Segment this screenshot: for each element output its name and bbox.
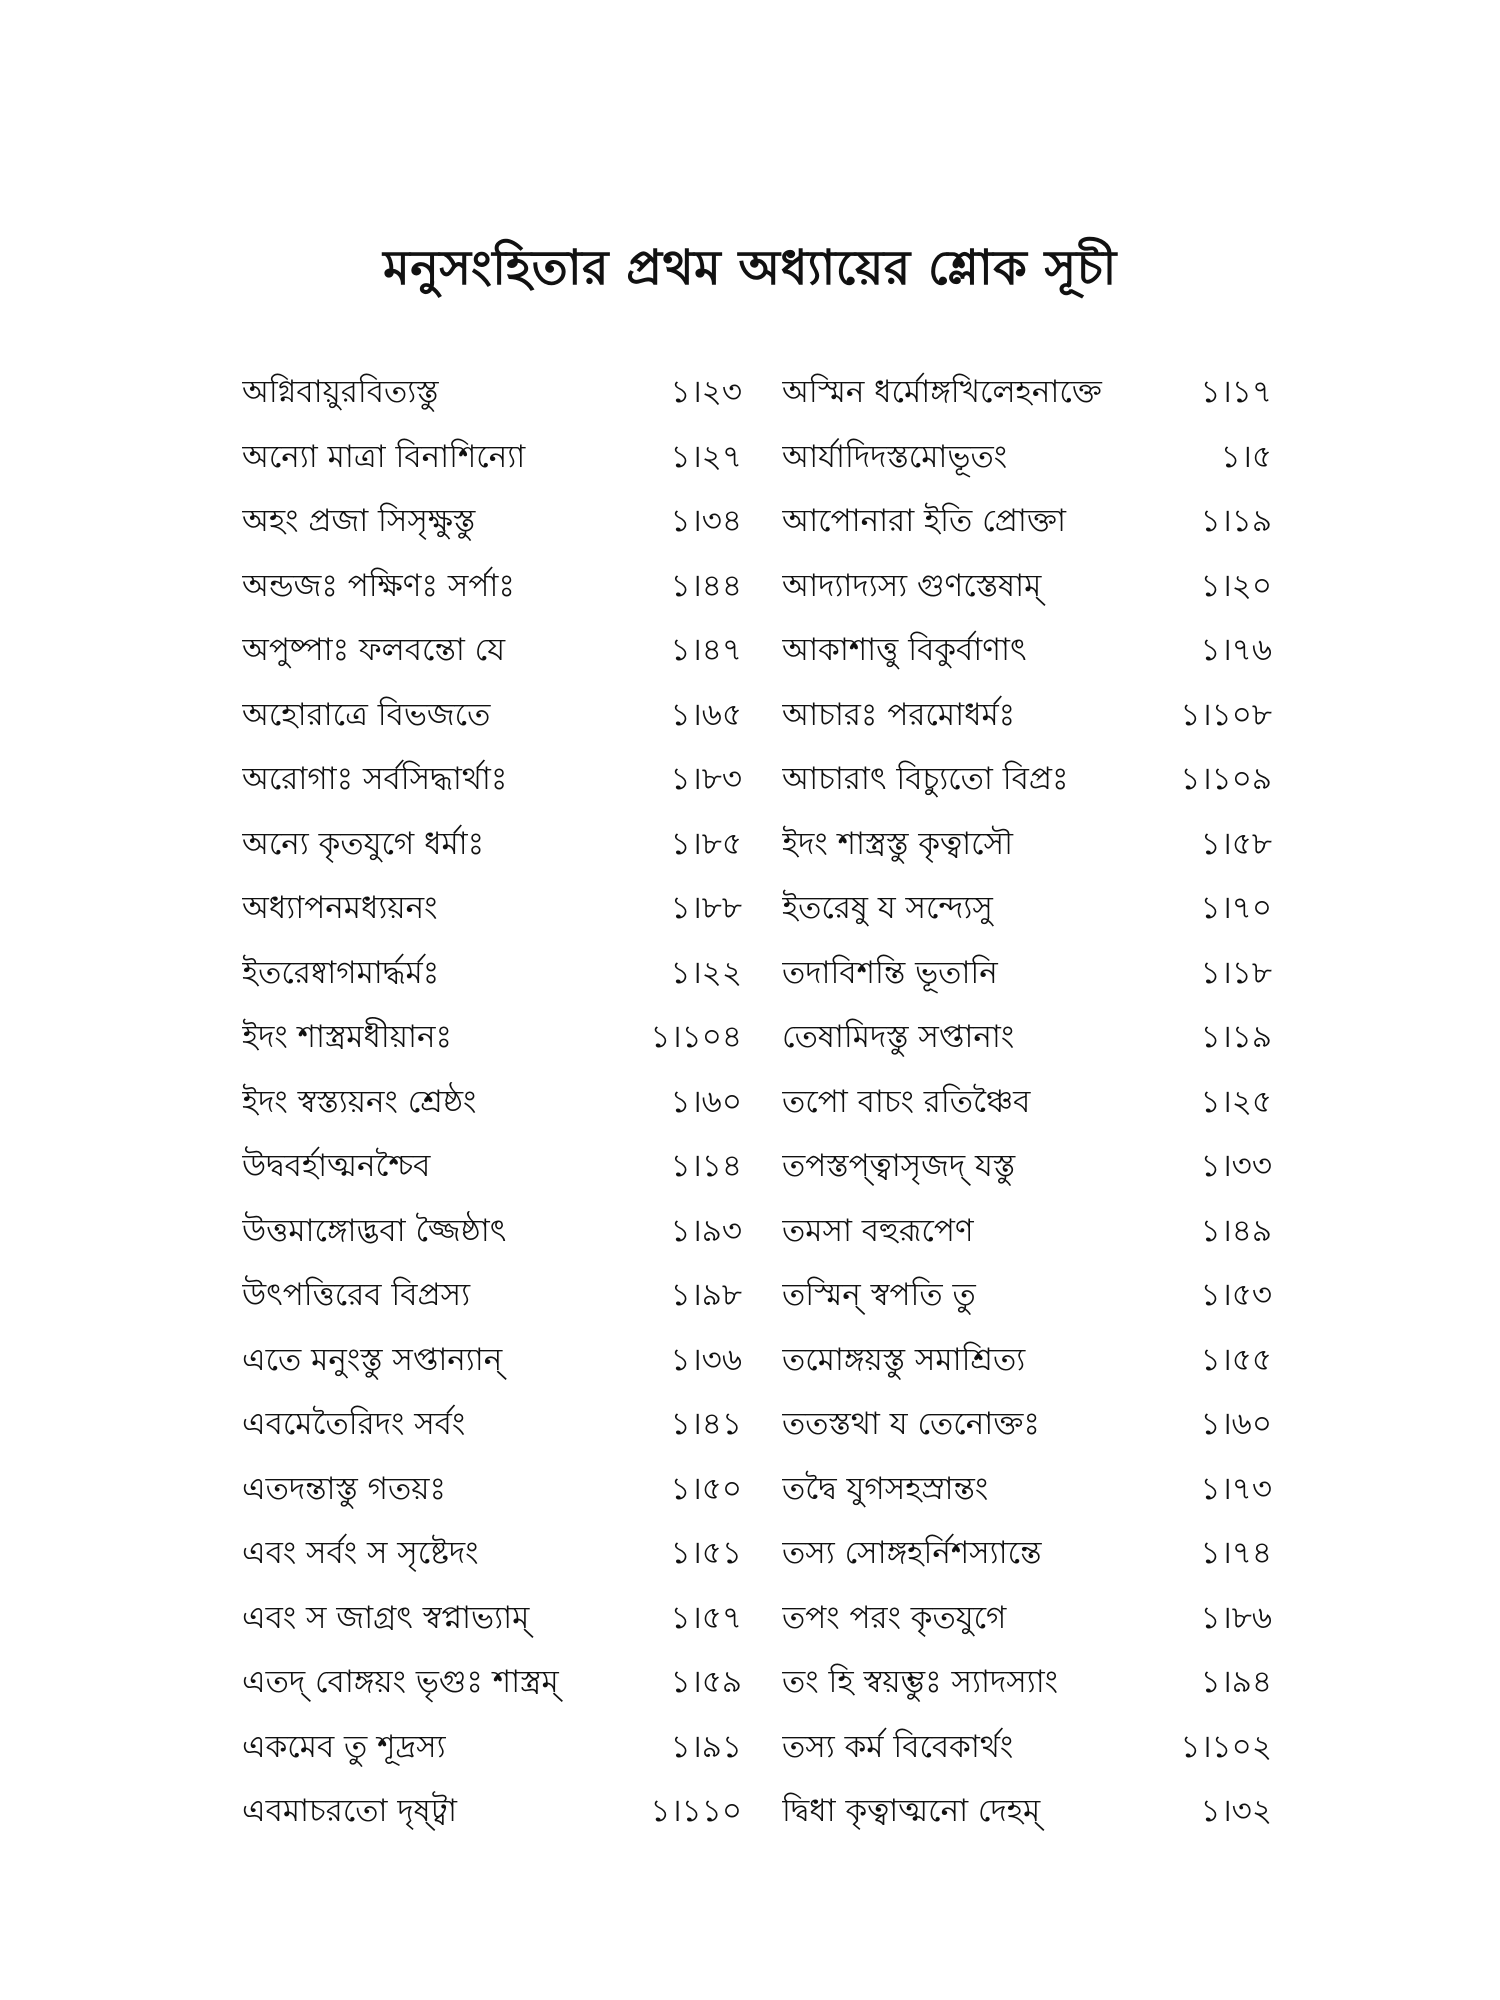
right-verse-reference: ১।৪৯ [1200, 1212, 1272, 1249]
right-verse-text: ইতরেষু য সন্দ্যেসু [782, 890, 993, 926]
left-verse-reference: ১।৮৫ [670, 825, 742, 862]
right-verse-text: আপোনারা ইতি প্রোক্তা [782, 503, 1066, 539]
right-verse-text: দ্বিধা কৃত্বাত্মনো দেহম্ [782, 1793, 1041, 1829]
left-verse-reference: ১।৪৪ [670, 567, 742, 604]
right-verse-text: তপস্তপ্ত্বাসৃজদ্ যস্তু [782, 1148, 1016, 1184]
right-verse-reference: ১।১৭ [1200, 374, 1272, 410]
index-row [0, 489, 1500, 554]
right-verse-text: আর্যাদিদস্তমোভূতং [782, 438, 1008, 475]
right-verse-text: তমোঙ্গয়স্তু সমাশ্রিত্য [782, 1341, 1026, 1378]
right-verse-text: তং হি স্বয়ম্ভুঃ স্যাদস্যাং [782, 1664, 1059, 1700]
right-verse-reference: ১।৬০ [1200, 1406, 1272, 1442]
left-verse-text: অন্যো মাত্রা বিনাশিন্যো [242, 438, 526, 475]
index-row [0, 1715, 1500, 1780]
right-verse-text: তস্মিন্ স্বপতি তু [782, 1277, 976, 1313]
right-verse-reference: ১।৫৩ [1200, 1277, 1272, 1313]
left-verse-text: উদ্ববর্হাত্মনশ্চৈব [242, 1148, 431, 1184]
left-verse-text: এতদ্ বোঙ্গয়ং ভৃগুঃ শাস্ত্রম্ [242, 1664, 559, 1700]
left-verse-reference: ১।৯৮ [670, 1277, 742, 1313]
index-row [0, 1650, 1500, 1715]
right-verse-reference: ১।১০৯ [1180, 761, 1272, 797]
right-verse-reference: ১।২০ [1200, 567, 1272, 604]
left-verse-text: অপুষ্পাঃ ফলবন্তো যে [242, 632, 506, 668]
right-verse-reference: ১।৩২ [1200, 1793, 1272, 1829]
left-verse-reference: ১।২৩ [670, 374, 742, 410]
left-verse-reference: ১।১৪ [670, 1148, 742, 1184]
right-verse-text: তদ্বৈ যুগসহস্রান্তং [782, 1470, 989, 1507]
left-verse-text: এবং সর্বং স সৃষ্টেদং [242, 1535, 479, 1571]
left-verse-text: এবং স জাগ্রৎ স্বপ্নাভ্যাম্ [242, 1599, 530, 1636]
right-verse-reference: ১।১০২ [1180, 1728, 1272, 1765]
left-verse-text: এবমাচরতো দৃষ্ট্বা [242, 1793, 458, 1829]
right-verse-reference: ১।১০৮ [1180, 696, 1272, 733]
left-verse-reference: ১।১০৪ [650, 1019, 742, 1055]
left-verse-reference: ১।৪৭ [670, 632, 742, 668]
left-verse-reference: ১।৮৩ [670, 761, 742, 797]
index-row [0, 1199, 1500, 1264]
left-verse-text: ইদং শাস্ত্রমধীয়ানঃ [242, 1019, 453, 1055]
right-verse-reference: ১।৫৮ [1200, 825, 1272, 862]
right-verse-text: তেষামিদস্তু সপ্তানাং [782, 1019, 1015, 1055]
left-verse-text: উত্তমাঙ্গোদ্ভবা জ্জৈষ্ঠাৎ [242, 1212, 507, 1249]
left-verse-reference: ১।৯৩ [670, 1212, 742, 1249]
left-verse-reference: ১।৫৭ [670, 1599, 742, 1636]
right-verse-reference: ১।২৫ [1200, 1083, 1272, 1120]
right-verse-text: ইদং শাস্ত্রস্তু কৃত্বাসৌ [782, 825, 1013, 862]
left-verse-text: একমেব তু শূদ্রস্য [242, 1728, 446, 1765]
right-verse-text: আচারাৎ বিচ্যুতো বিপ্রঃ [782, 761, 1069, 797]
index-row [0, 1328, 1500, 1393]
right-verse-text: তপং পরং কৃতযুগে [782, 1599, 1007, 1636]
left-verse-text: ইদং স্বস্ত্যয়নং শ্রেষ্ঠং [242, 1083, 477, 1120]
right-verse-reference: ১।৭৬ [1200, 632, 1272, 668]
left-verse-reference: ১।৮৮ [670, 890, 742, 926]
left-verse-text: ইতরেষ্বাগমাৰ্দ্ধৰ্মঃ [242, 954, 440, 991]
right-verse-text: আদ্যাদ্যস্য গুণস্তেষাম্ [782, 567, 1042, 604]
index-row [0, 1134, 1500, 1199]
index-row [0, 1263, 1500, 1328]
left-verse-reference: ১।৯১ [670, 1728, 742, 1765]
right-verse-reference: ১।১৯ [1200, 503, 1272, 539]
index-row [0, 1392, 1500, 1457]
left-verse-text: অহং প্রজা সিসৃক্ষুস্তু [242, 503, 476, 539]
index-row [0, 1586, 1500, 1651]
index-row [0, 554, 1500, 619]
left-verse-text: অহোরাত্রে বিভজতে [242, 696, 491, 733]
index-row [0, 1457, 1500, 1522]
right-verse-reference: ১।১৮ [1200, 954, 1272, 991]
index-row [0, 425, 1500, 490]
left-verse-text: অধ্যাপনমধ্যয়নং [242, 890, 438, 926]
index-row [0, 1779, 1500, 1844]
index-row [0, 1005, 1500, 1070]
left-verse-reference: ১।৩৪ [670, 503, 742, 539]
right-verse-reference: ১।১৯ [1200, 1019, 1272, 1055]
right-verse-text: আকাশাত্তু বিকুর্বাণাৎ [782, 632, 1027, 668]
index-row [0, 812, 1500, 877]
left-verse-text: এতে মনুংস্তু সপ্তান্যান্ [242, 1341, 503, 1378]
left-verse-reference: ১।২৭ [670, 438, 742, 475]
right-verse-reference: ১।৭০ [1200, 890, 1272, 926]
right-verse-text: আচারঃ পরমোধর্মঃ [782, 696, 1016, 733]
left-verse-reference: ১।১১০ [650, 1793, 742, 1829]
right-verse-text: ততস্তথা য তেনোক্তঃ [782, 1406, 1040, 1442]
left-verse-text: অরোগাঃ সর্বসিদ্ধার্থাঃ [242, 761, 508, 797]
index-row [0, 360, 1500, 425]
left-verse-text: অন্যে কৃতযুগে ধর্মাঃ [242, 825, 485, 862]
right-verse-text: তদাবিশন্তি ভূতানি [782, 954, 998, 991]
left-verse-text: উৎপত্তিরেব বিপ্রস্য [242, 1277, 471, 1313]
right-verse-text: তপো বাচং রতিঞ্চৈব [782, 1083, 1031, 1120]
left-verse-reference: ১।৬০ [670, 1083, 742, 1120]
left-verse-reference: ১।৫৯ [670, 1664, 742, 1700]
right-verse-text: তমসা বহুরূপেণ [782, 1212, 974, 1249]
right-verse-text: তস্য সোঙ্গহর্নিশস্যান্তে [782, 1535, 1042, 1571]
right-verse-reference: ১।৫৫ [1200, 1341, 1272, 1378]
left-verse-reference: ১।৬৫ [670, 696, 742, 733]
left-verse-reference: ১।৫০ [670, 1470, 742, 1507]
verse-index-list [0, 360, 1500, 1840]
right-verse-reference: ১।৫ [1220, 438, 1272, 475]
left-verse-text: এবমেতৈরিদং সর্বং [242, 1406, 466, 1442]
right-verse-text: তস্য কর্ম বিবেকার্থং [782, 1728, 1014, 1765]
index-row [0, 618, 1500, 683]
left-verse-text: অন্ডজঃ পক্ষিণঃ সর্পাঃ [242, 567, 515, 604]
left-verse-reference: ১।৫১ [670, 1535, 742, 1571]
index-row [0, 876, 1500, 941]
right-verse-reference: ১।৮৬ [1200, 1599, 1272, 1636]
right-verse-reference: ১।৭৩ [1200, 1470, 1272, 1507]
index-row [0, 941, 1500, 1006]
index-row [0, 747, 1500, 812]
index-row [0, 1521, 1500, 1586]
right-verse-reference: ১।৯৪ [1200, 1664, 1272, 1700]
page-title: মনুসংহিতার প্রথম অধ্যায়ের শ্লোক সূচী [383, 240, 1117, 296]
left-verse-text: এতদন্তাস্তু গতয়ঃ [242, 1470, 446, 1507]
right-verse-reference: ১।৭৪ [1200, 1535, 1272, 1571]
index-row [0, 1070, 1500, 1135]
right-verse-text: অস্মিন ধর্মোঙ্গখিলেহনাক্তে [782, 374, 1102, 410]
left-verse-reference: ১।৪১ [670, 1406, 742, 1442]
right-verse-reference: ১।৩৩ [1200, 1148, 1272, 1184]
left-verse-reference: ১।২২ [670, 954, 742, 991]
left-verse-text: অগ্নিবায়ুরবিত্যস্তু [242, 374, 439, 410]
index-row [0, 683, 1500, 748]
left-verse-reference: ১।৩৬ [670, 1341, 742, 1378]
